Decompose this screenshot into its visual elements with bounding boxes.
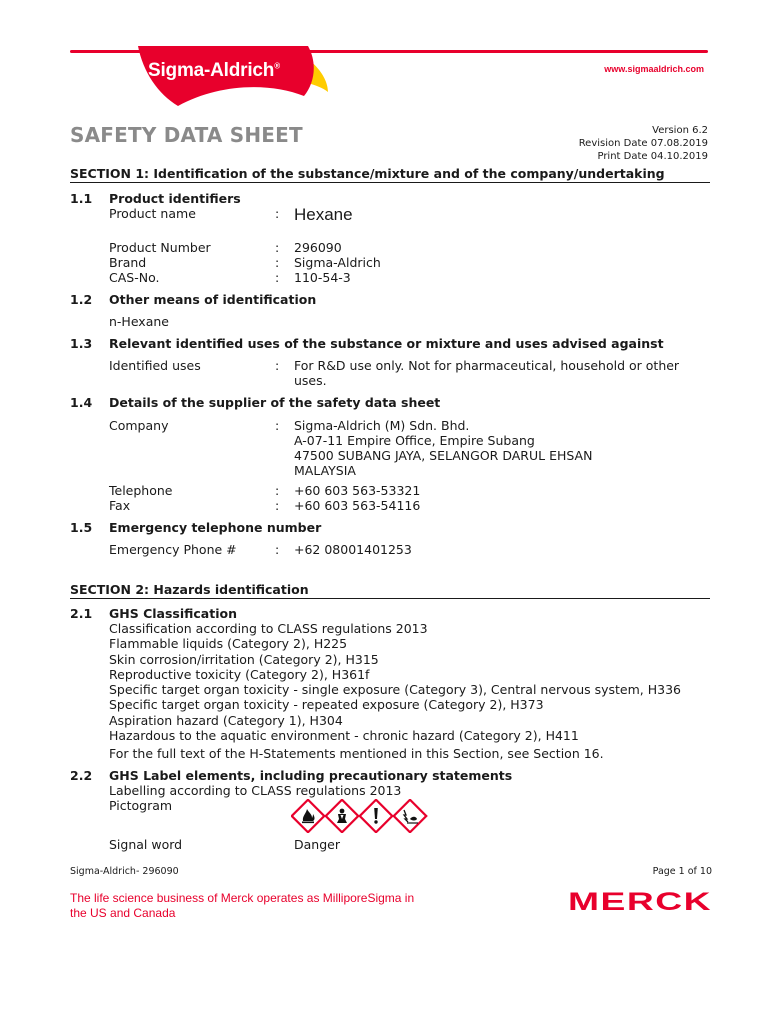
brand-label: Brand (109, 255, 147, 270)
footer-product-ref: Sigma-Aldrich- 296090 (70, 866, 179, 877)
signal-word-label: Signal word (109, 837, 183, 852)
list-item: Skin corrosion/irritation (Category 2), H315 (109, 651, 379, 667)
identified-uses-value: For R&D use only. Not for pharmaceutical, household or other uses. (294, 358, 680, 388)
health-hazard-icon (326, 800, 359, 833)
emergency-phone-value: +62 08001401253 (294, 542, 412, 557)
version: Version 6.2 (652, 125, 708, 136)
subsection-number: 2.1 (70, 606, 93, 621)
telephone-label: Telephone (109, 483, 173, 498)
pictogram-label: Pictogram (109, 798, 173, 813)
subsection-title: Details of the supplier of the safety data sheet (109, 395, 441, 410)
exclamation-icon (360, 800, 393, 833)
subsection-number: 1.2 (70, 292, 93, 307)
merck-note: The life science business of Merck operates as MilliporeSigma in the US and Canada (70, 891, 415, 920)
product-name-value: Hexane (294, 205, 353, 224)
subsection-number: 2.2 (70, 768, 93, 783)
section-1-heading: SECTION 1: Identification of the substance/mixture and of the company/undertaking (70, 166, 710, 183)
product-number-value: 296090 (294, 240, 342, 255)
logo-text: Sigma-Aldrich® (148, 60, 280, 81)
h-statements-footnote: For the full text of the H-Statements mentioned in this Section, see Section 16. (109, 746, 604, 761)
list-item: Flammable liquids (Category 2), H225 (109, 636, 348, 652)
cas-value: 110-54-3 (294, 270, 351, 285)
brand-value: Sigma-Aldrich (294, 255, 381, 270)
page-number: Page 1 of 10 (652, 866, 712, 877)
list-item: Reproductive toxicity (Category 2), H361f (109, 666, 370, 682)
subsection-number: 1.3 (70, 336, 93, 351)
subsection-number: 1.1 (70, 191, 93, 206)
product-name-label: Product name (109, 206, 196, 221)
company-label: Company (109, 418, 169, 433)
section-2-heading: SECTION 2: Hazards identification (70, 582, 710, 599)
product-number-label: Product Number (109, 240, 211, 255)
website-link[interactable]: www.sigmaaldrich.com (604, 64, 704, 74)
other-identification: n-Hexane (109, 314, 169, 329)
environment-icon (394, 800, 427, 833)
version-block (579, 124, 708, 163)
emergency-phone-label: Emergency Phone # (109, 542, 237, 557)
identified-uses-label: Identified uses (109, 358, 201, 373)
telephone-value: +60 603 563-53321 (294, 483, 421, 498)
subsection-title: GHS Label elements, including precautionary statements (109, 768, 513, 783)
subsection-title: GHS Classification (109, 606, 237, 621)
subsection-title: Product identifiers (109, 191, 241, 206)
list-item: Classification according to CLASS regulations 2013 (109, 621, 428, 636)
cas-label: CAS-No. (109, 270, 160, 285)
list-item: Specific target organ toxicity - single exposure (Category 3), Central nervous system, H336 (109, 682, 682, 698)
print-date: Print Date 04.10.2019 (597, 151, 708, 162)
subsection-number: 1.4 (70, 395, 93, 410)
list-item: Specific target organ toxicity - repeated exposure (Category 2), H373 (109, 697, 544, 713)
subsection-number: 1.5 (70, 520, 93, 535)
ghs-classification-list (109, 621, 681, 743)
subsection-title: Emergency telephone number (109, 520, 322, 535)
list-item: Aspiration hazard (Category 1), H304 (109, 712, 343, 728)
subsection-title: Other means of identification (109, 292, 317, 307)
page-title: SAFETY DATA SHEET (70, 123, 303, 147)
list-item: Hazardous to the aquatic environment - chronic hazard (Category 2), H411 (109, 728, 579, 744)
merck-logo (568, 889, 714, 913)
subsection-title: Relevant identified uses of the substance or mixture and uses advised against (109, 336, 664, 351)
fax-label: Fax (109, 498, 131, 513)
fax-value: +60 603 563-54116 (294, 498, 421, 513)
flame-icon (292, 800, 325, 833)
svg-text:MERCK: MERCK (568, 889, 712, 913)
revision-date: Revision Date 07.08.2019 (578, 138, 708, 149)
company-address: Sigma-Aldrich (M) Sdn. Bhd. A-07-11 Empire Office, Empire Subang 47500 SUBANG JAYA, SELANGOR DARUL EHSAN MALAYSIA (294, 418, 593, 478)
signal-word-value: Danger (294, 837, 340, 852)
labelling-text: Labelling according to CLASS regulations 2013 (109, 783, 402, 798)
ghs-pictograms (291, 799, 431, 833)
